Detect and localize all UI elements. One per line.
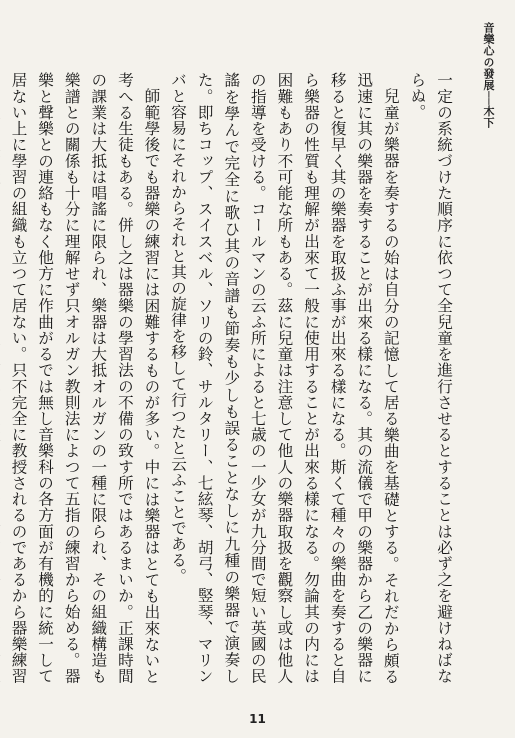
- body-text: [9, 72, 457, 684]
- paragraph-3: 師範學後でも器樂の練習には困難するものが多い。中には樂器はとても出來ないと考へる生徒もある。併し之は器樂の學習法の不備の致す所ではあるまいか。正課時間の課業は大抵は唱謠に限られ、樂器は大抵オルガンの一種に限られ、その組織構造も樂譜との關係も十分に理解せず只オルガン教則法によつて五指の練習から始める。器樂と聲樂との連絡もなく他方に作曲がるでは無し音樂科の各方面が有機的に統一して居ない上に學習の組織も立つて居ない。只不完全に教授されるのであるから器樂練習: [9, 72, 161, 684]
- running-head: 音樂心の發展──木下: [482, 22, 495, 129]
- paragraph-1: 一定の系統づけた順序に依つて全兒童を進行させるとすることは必ず之を避けねばならぬ。: [408, 72, 453, 684]
- page-number: 11: [249, 712, 266, 726]
- paragraph-2: 兒童が樂器を奏するの始は自分の記憶して居る樂曲を基礎とする。それだから頗る迅速に其の樂器を奏することが出來る樣になる。其の流儀で甲の樂器から乙の樂器に移ると復早く其の樂器を取扱ふ事が出來る樣になる。斯くて種々の樂曲を奏すると自ら樂器の性質も理解が出來て一般に使用することが出來る樣になる。勿論其の内には困難もあり不可能な所もある。茲に兒童は注意して他人の樂器取扱を觀察し或は他人の指導を受ける。コールマンの云ふ所によると七歳の一少女が九分間で短い英國の民謠を學んで完全に歌ひ其の音譜も節奏も少しも誤ることなしに九種の樂器で演奏した。即ちコップ、スイスベル、ソリの鈴、サルタリー、七絃琴、胡弓、竪琴、マリンバと容易にそれからそれと其の旋律を移して行つたと云ふことである。: [169, 72, 400, 684]
